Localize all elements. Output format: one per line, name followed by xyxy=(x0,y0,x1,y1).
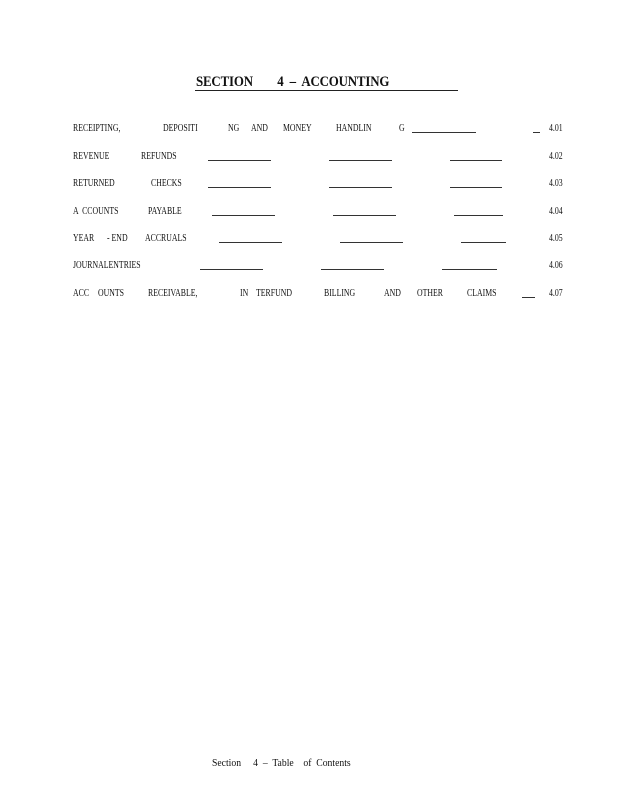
toc-entry-text: G xyxy=(399,123,405,134)
toc-entry-text: REVENUE xyxy=(73,151,110,162)
leader-line xyxy=(208,160,271,161)
toc-entry-number: 4.04 xyxy=(549,206,563,217)
toc-entry-text: DEPOSITI xyxy=(163,123,198,134)
toc-entry-text: CHECKS xyxy=(151,178,182,189)
leader-line xyxy=(442,269,497,270)
toc-entry-text: AND xyxy=(251,123,268,134)
toc-entry-text: REFUNDS xyxy=(141,151,177,162)
toc-entry-text: IN xyxy=(240,288,249,299)
toc-entry-text: A CCOUNTS xyxy=(73,206,119,217)
toc-entry-text: YEAR xyxy=(73,233,95,244)
toc-entry-text: PAYABLE xyxy=(148,206,182,217)
leader-line xyxy=(461,242,506,243)
leader-line xyxy=(450,187,502,188)
toc-entry-text: ACCRUALS xyxy=(145,233,187,244)
leader-line xyxy=(333,215,396,216)
toc-entry[interactable] xyxy=(0,288,618,302)
leader-line xyxy=(219,242,282,243)
toc-entry-text: OUNTS xyxy=(98,288,125,299)
toc-entry-number: 4.03 xyxy=(549,178,563,189)
toc-entry-text: ACC xyxy=(73,288,90,299)
leader-line xyxy=(329,160,392,161)
toc-entry-text: HANDLIN xyxy=(336,123,372,134)
toc-entry-number: 4.02 xyxy=(549,151,563,162)
toc-entry-number: 4.01 xyxy=(549,123,563,134)
toc-entry-text: - END xyxy=(107,233,128,244)
toc-entry[interactable] xyxy=(0,260,618,274)
toc-entry-number: 4.05 xyxy=(549,233,563,244)
toc-entry-text: NG xyxy=(228,123,240,134)
toc-entry-text: AND xyxy=(384,288,401,299)
leader-line xyxy=(340,242,403,243)
leader-line xyxy=(522,297,535,298)
toc-entry-text: RETURNED xyxy=(73,178,115,189)
leader-line xyxy=(412,132,476,133)
page-footer: Section 4 – Table of Contents xyxy=(212,757,351,769)
toc-entry-text: RECEIPTING, xyxy=(73,123,121,134)
leader-line xyxy=(200,269,263,270)
toc-entry[interactable] xyxy=(0,178,618,192)
toc-entry-number: 4.06 xyxy=(549,260,563,271)
toc-entry[interactable] xyxy=(0,123,618,137)
toc-entry-text: TERFUND xyxy=(256,288,292,299)
leader-line xyxy=(321,269,384,270)
leader-line xyxy=(454,215,503,216)
toc-entry[interactable] xyxy=(0,151,618,165)
leader-line xyxy=(208,187,271,188)
leader-line xyxy=(212,215,275,216)
toc-entry-text: CLAIMS xyxy=(467,288,497,299)
toc-entry-text: OTHER xyxy=(417,288,444,299)
toc-entry-text: JOURNALENTRIES xyxy=(73,260,141,271)
toc-entry[interactable] xyxy=(0,233,618,247)
leader-line xyxy=(450,160,502,161)
page-title: SECTION 4 – ACCOUNTING xyxy=(196,74,390,90)
leader-line xyxy=(533,132,540,133)
toc-entry-number: 4.07 xyxy=(549,288,563,299)
toc-entry[interactable] xyxy=(0,206,618,220)
toc-entry-text: MONEY xyxy=(283,123,312,134)
toc-entry-text: RECEIVABLE, xyxy=(148,288,198,299)
toc-entry-text: BILLING xyxy=(324,288,356,299)
title-underline xyxy=(195,90,458,91)
leader-line xyxy=(329,187,392,188)
